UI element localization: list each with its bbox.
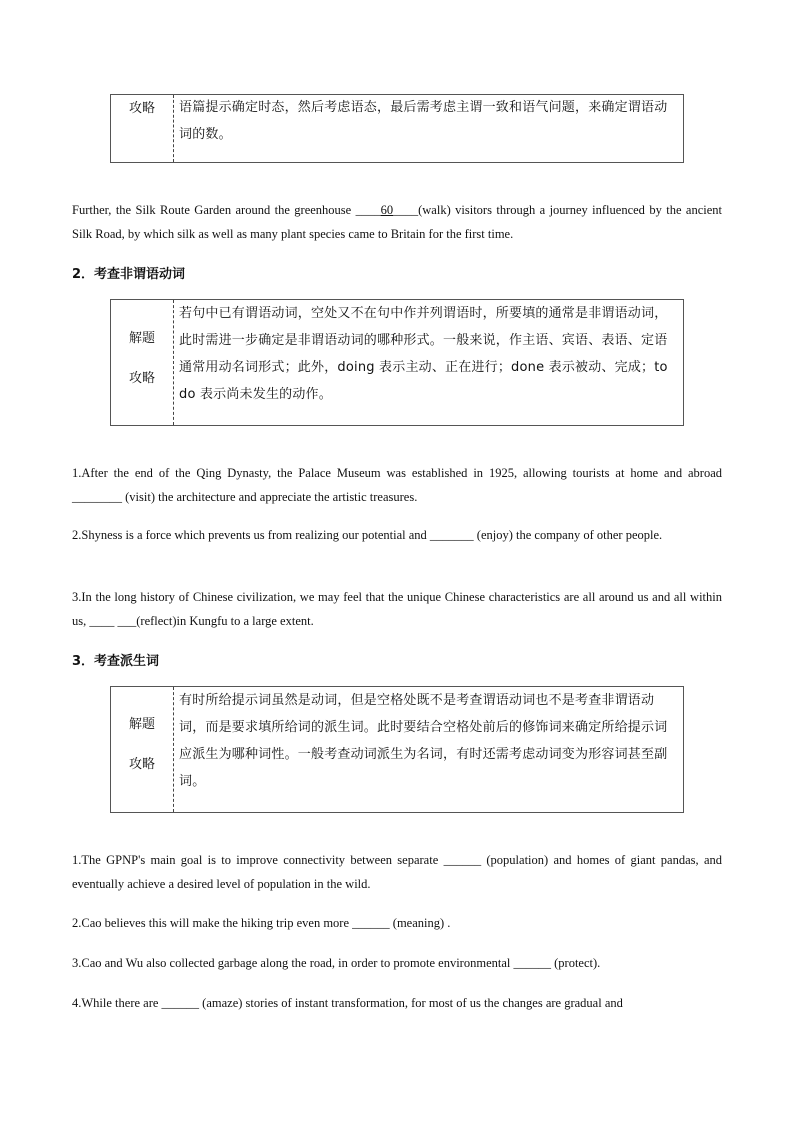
q-text: (meaning) .: [392, 916, 451, 930]
box-label-bottom: 攻略: [128, 757, 155, 772]
strategy-box-1: [110, 94, 684, 163]
answer-blank[interactable]: ______: [352, 916, 390, 930]
box-divider: [173, 95, 174, 162]
q-text: 2.Shyness is a force which prevents us from realizing our potential and: [72, 528, 427, 542]
answer-blank[interactable]: _______: [429, 528, 474, 542]
s3-question-3: [72, 951, 722, 975]
answer-blank[interactable]: ______: [513, 956, 551, 970]
s2-question-2: [72, 523, 722, 547]
section2-heading: 2．考查非谓语动词: [72, 267, 186, 282]
box-text: 语篇提示确定时态，然后考虑语态，最后需考虑主谓一致和语气问题，来确定谓语动词的数。: [179, 100, 668, 142]
box-text: 若句中已有谓语动词，空处又不在句中作并列谓语时，所要填的通常是非谓语动词，此时需进一步确定是非谓语动词的哪种形式。一般来说，作主语、宾语、表语、定语通常用动名词形式；此外，doing 表示主动、正在进行；done 表示被动、完成；to do 表示尚未发生的动作。: [179, 306, 668, 402]
q-text: 3.In the long history of Chinese civilization, we may feel that the unique Chinese characteristics are all around us and all within us,: [72, 590, 722, 628]
q-text: (visit) the architecture and appreciate the artistic treasures.: [125, 490, 418, 504]
q-text: 2.Cao believes this will make the hiking trip even more: [72, 916, 350, 930]
strategy-box-2: [110, 299, 684, 426]
box-text: 有时所给提示词虽然是动词，但是空格处既不是考查谓语动词也不是考查非谓语动词，而是要求填所给词的派生词。此时要结合空格处前后的修饰词来确定所给提示词应派生为哪种词性。一般考查动词派生为名词，有时还需考虑动词变为形容词甚至副词。: [179, 693, 668, 789]
q-text: 4.While there are: [72, 996, 159, 1010]
answer-blank[interactable]: ________: [72, 490, 122, 504]
q-text: (reflect)in Kungfu to a large extent.: [136, 614, 314, 628]
answer-blank[interactable]: ______: [443, 853, 482, 867]
s2-question-1: [72, 461, 722, 509]
s3-question-2: [72, 911, 722, 935]
q-text: (amaze) stories of instant transformation, for most of us the changes are gradual and: [202, 996, 623, 1010]
q-text: (enjoy) the company of other people.: [476, 528, 663, 542]
box-divider: [173, 300, 174, 425]
box-label-top: 解题: [128, 717, 155, 732]
answer-blank[interactable]: ____ ___: [89, 614, 137, 628]
intro-after: ____(walk) visitors through a journey influenced by the ancient Silk Road, by which silk as well as many plant species came to Britain for the first time.: [72, 203, 722, 241]
box-label: 攻略: [128, 101, 155, 116]
intro-sentence: [72, 198, 722, 246]
box-divider: [173, 687, 174, 812]
q-text: 1.After the end of the Qing Dynasty, the Palace Museum was established in 1925, allowing tourists at home and abroad: [72, 466, 722, 480]
intro-before: Further, the Silk Route Garden around the greenhouse ____: [72, 203, 381, 217]
q-text: 1.The GPNP's main goal is to improve connectivity between separate: [72, 853, 439, 867]
box-label-bottom: 攻略: [128, 371, 155, 386]
s2-question-3: [72, 585, 722, 633]
s3-question-1: [72, 848, 722, 896]
intro-answer: 60: [380, 203, 394, 217]
section3-heading: 3．考查派生词: [72, 654, 160, 669]
q-text: (population) and homes of giant pandas, and eventually achieve a desired level of population in the wild.: [72, 853, 722, 891]
box-label-top: 解题: [128, 331, 155, 346]
answer-blank[interactable]: ______: [161, 996, 200, 1010]
strategy-box-3: [110, 686, 684, 813]
q-text: 3.Cao and Wu also collected garbage along the road, in order to promote environmental: [72, 956, 511, 970]
q-text: (protect).: [554, 956, 601, 970]
s3-question-4: [72, 991, 722, 1015]
